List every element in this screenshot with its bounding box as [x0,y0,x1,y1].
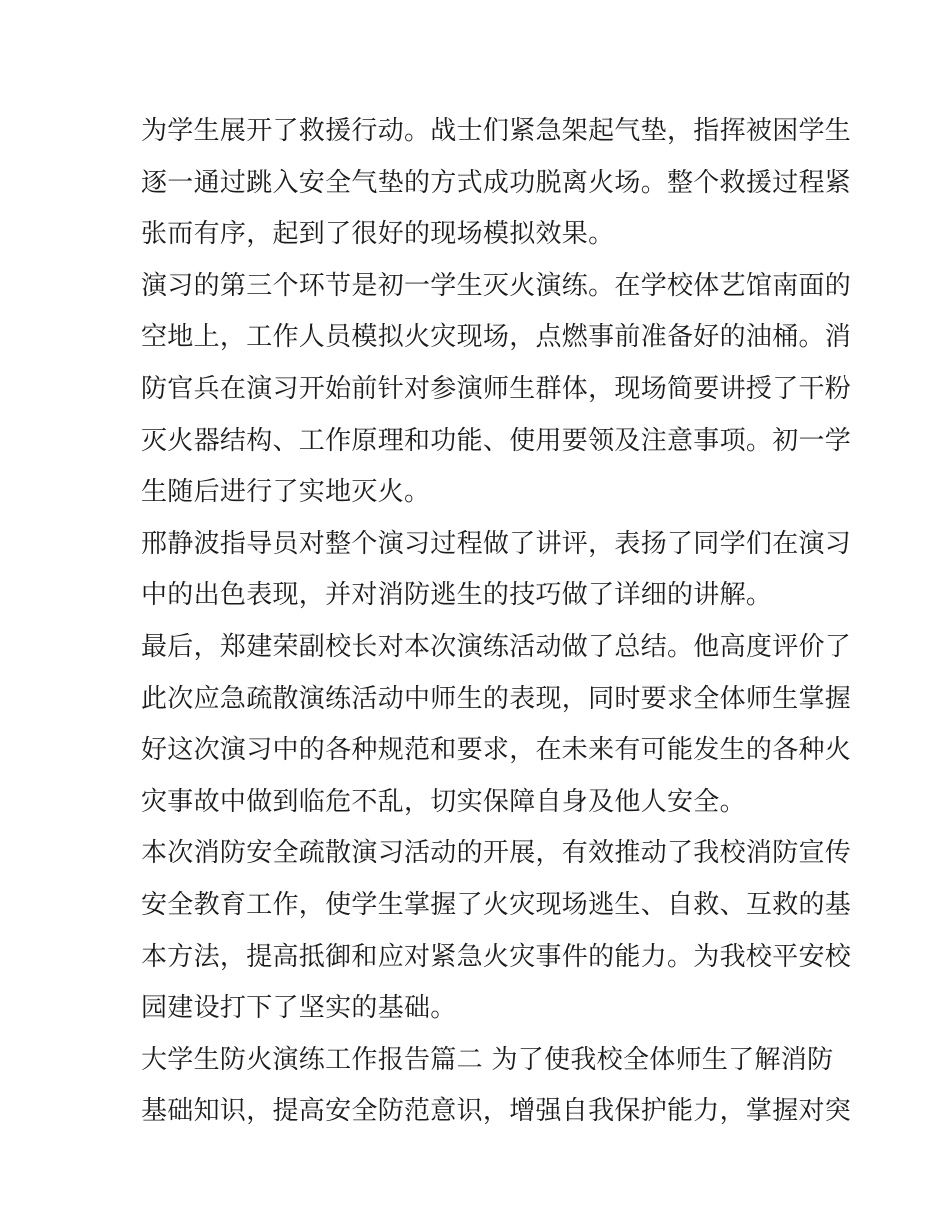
text-line: 园建设打下了坚实的基础。 [141,993,457,1024]
text-line: 大学生防火演练工作报告篇二 为了使我校全体师生了解消防 [141,1044,834,1075]
text-line: 为学生展开了救援行动。战士们紧急架起气垫，指挥被困学生 [141,116,852,146]
text-line: 灭火器结构、工作原理和功能、使用要领及注意事项。初一学 [141,425,852,456]
text-line: 本次消防安全疏散演习活动的开展，有效推动了我校消防宣传 [141,838,852,869]
text-line: 灾事故中做到临危不乱，切实保障自身及他人安全。 [141,786,746,817]
text-line: 空地上，工作人员模拟火灾现场，点燃事前准备好的油桶。消 [141,322,852,353]
text-line: 防官兵在演习开始前针对参演师生群体，现场简要讲授了干粉 [141,373,852,404]
document-body [141,106,852,1138]
text-line: 生随后进行了实地灭火。 [141,477,431,508]
text-line: 邢静波指导员对整个演习过程做了讲评，表扬了同学们在演习 [141,528,852,559]
text-line: 本方法，提高抵御和应对紧急火灾事件的能力。为我校平安校 [141,941,852,972]
text-line: 最后，郑建荣副校长对本次演练活动做了总结。他高度评价了 [141,631,852,662]
text-line: 张而有序，起到了很好的现场模拟效果。 [141,219,615,250]
text-line: 演习的第三个环节是初一学生灭火演练。在学校体艺馆南面的 [141,270,852,301]
text-line: 基础知识，提高安全防范意识，增强自我保护能力，掌握对突 [141,1096,852,1127]
text-line: 逐一通过跳入安全气垫的方式成功脱离火场。整个救援过程紧 [141,167,852,198]
text-line: 安全教育工作，使学生掌握了火灾现场逃生、自救、互救的基 [141,889,852,920]
text-line: 中的出色表现，并对消防逃生的技巧做了详细的讲解。 [141,580,773,611]
text-line: 此次应急疏散演练活动中师生的表现，同时要求全体师生掌握 [141,683,852,714]
text-line: 好这次演习中的各种规范和要求，在未来有可能发生的各种火 [141,735,852,766]
